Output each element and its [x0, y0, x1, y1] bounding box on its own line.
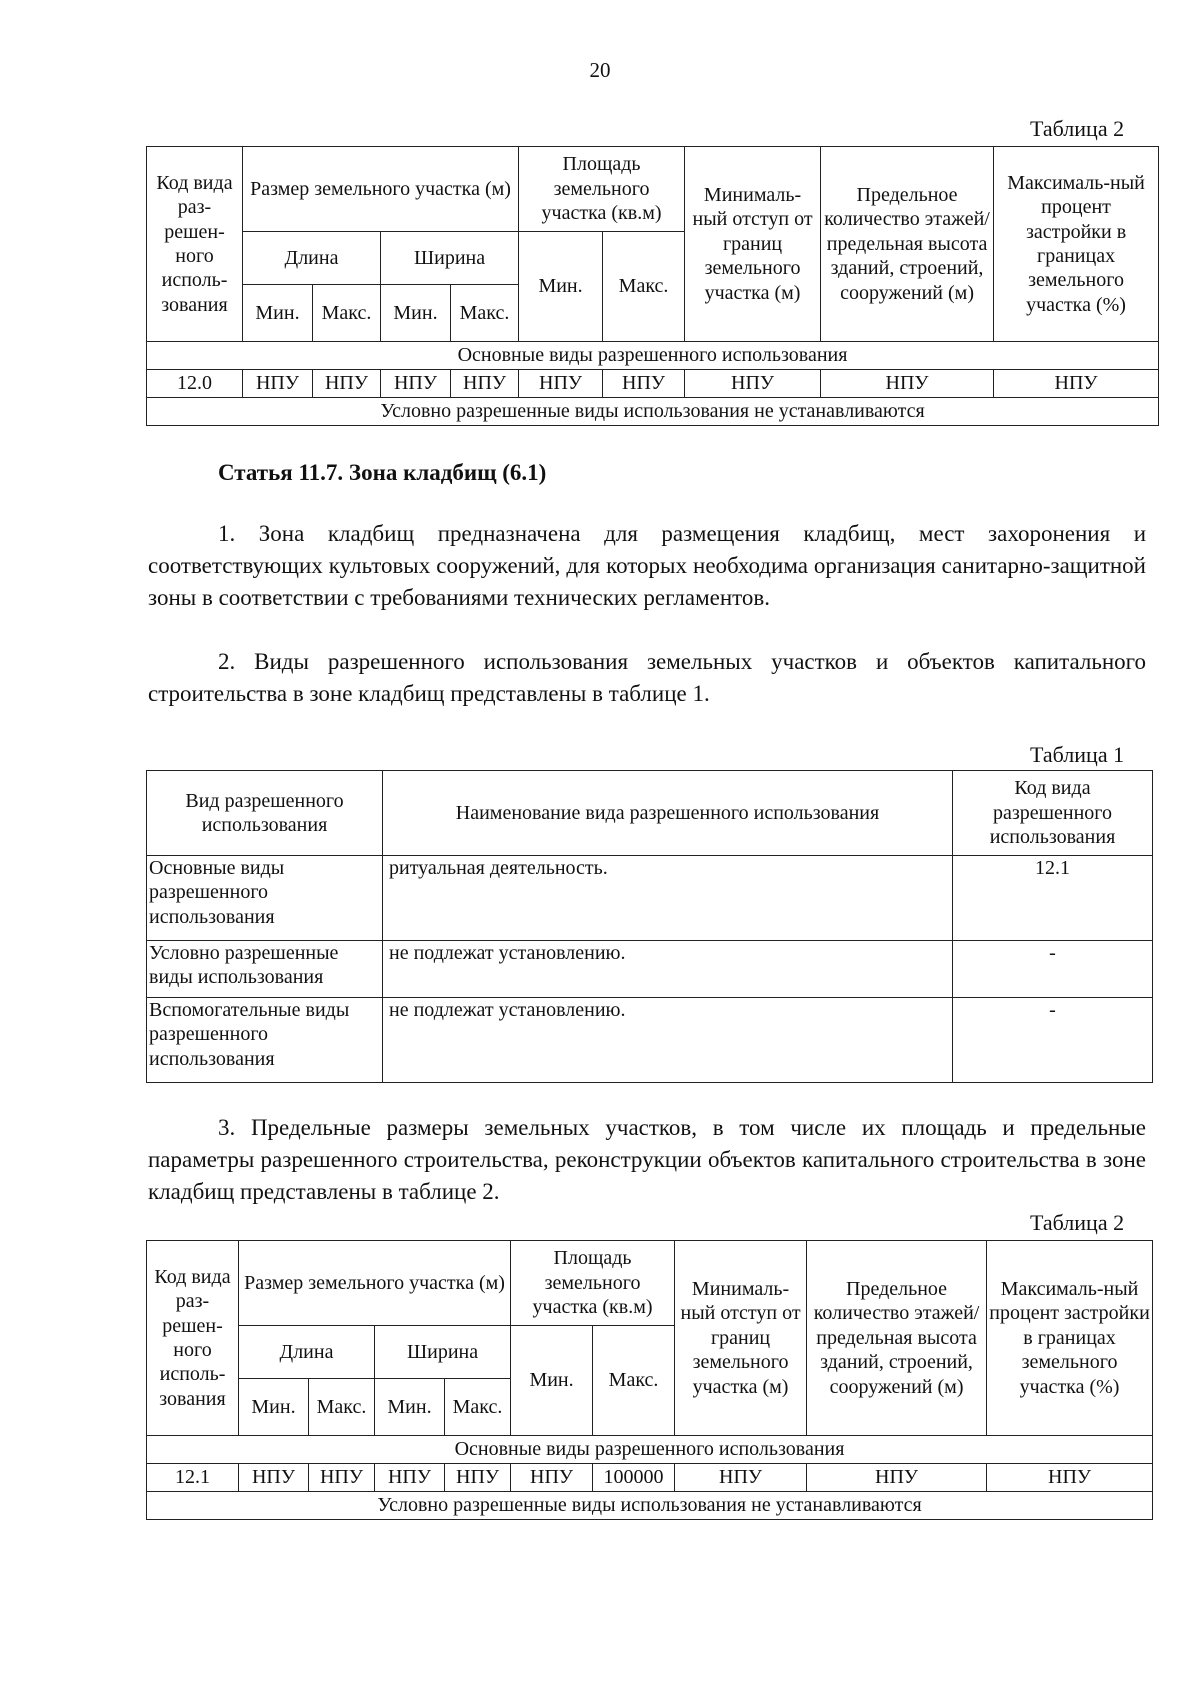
- cell-width-max: НПУ: [451, 370, 519, 398]
- header-length-min: Мин.: [243, 285, 313, 342]
- header-length-min: Мин.: [239, 1379, 309, 1436]
- header-min-setback: Минималь-ный отступ от границ земельного участка (м): [685, 147, 821, 342]
- header-name: Наименование вида разрешенного использования: [383, 771, 953, 856]
- table1: [146, 770, 1153, 1083]
- cell-area-min: НПУ: [519, 370, 603, 398]
- cell-name: ритуальная деятельность.: [383, 856, 953, 941]
- table-bottom: [146, 1240, 1153, 1520]
- table-row: [147, 856, 1153, 941]
- header-area-max: Макс.: [593, 1326, 675, 1436]
- cell-code: 12.1: [147, 1464, 239, 1492]
- cell-length-min: НПУ: [243, 370, 313, 398]
- section-heading: Статья 11.7. Зона кладбищ (6.1): [218, 460, 547, 485]
- cell-kind: Основные виды разрешенного использования: [147, 856, 383, 941]
- header-max-coverage: Максималь-ный процент застройки в границах земельного участка (%): [994, 147, 1159, 342]
- cell-length-min: НПУ: [239, 1464, 309, 1492]
- header-area-min: Мин.: [519, 232, 603, 342]
- paragraph-2: 2. Виды разрешенного использования земельных участков и объектов капитального строительства в зоне кладбищ представлены в таблице 1.: [148, 649, 1146, 706]
- header-area-max: Макс.: [603, 232, 685, 342]
- header-width: Ширина: [381, 232, 519, 285]
- table-top: [146, 146, 1159, 426]
- paragraph-3: 3. Предельные размеры земельных участков, в том числе их площадь и предельные параметры разрешенного строительства, реконструкции объектов капитального строительства в зоне кладбищ представлены в таблице 2.: [148, 1115, 1146, 1204]
- conditional-uses-note: Условно разрешенные виды использования не устанавливаются: [147, 398, 1159, 426]
- cell-kind: Условно разрешенные виды использования: [147, 941, 383, 998]
- header-length: Длина: [239, 1326, 375, 1379]
- header-kind: Вид разрешенного использования: [147, 771, 383, 856]
- cell-min-setback: НПУ: [685, 370, 821, 398]
- table-row: [147, 941, 1153, 998]
- main-uses-label: Основные виды разрешенного использования: [147, 1436, 1153, 1464]
- header-code: Код вида раз-решен-ного исполь-зования: [147, 147, 243, 342]
- header-area: Площадь земельного участка (кв.м): [511, 1241, 675, 1326]
- cell-max-coverage: НПУ: [987, 1464, 1153, 1492]
- header-length: Длина: [243, 232, 381, 285]
- table-bottom-caption: Таблица 2: [1030, 1210, 1125, 1235]
- table-row: [147, 1464, 1153, 1492]
- header-floors: Предельное количество этажей/ предельная высота зданий, строений, сооружений (м): [821, 147, 994, 342]
- header-min-setback: Минималь-ный отступ от границ земельного участка (м): [675, 1241, 807, 1436]
- cell-code: 12.0: [147, 370, 243, 398]
- header-plot-size: Размер земельного участка (м): [239, 1241, 511, 1326]
- header-width-max: Макс.: [445, 1379, 511, 1436]
- cell-width-min: НПУ: [375, 1464, 445, 1492]
- header-width-min: Мин.: [381, 285, 451, 342]
- cell-floors: НПУ: [821, 370, 994, 398]
- header-area-min: Мин.: [511, 1326, 593, 1436]
- cell-code: -: [953, 998, 1153, 1083]
- table-row: [147, 370, 1159, 398]
- header-plot-size: Размер земельного участка (м): [243, 147, 519, 232]
- cell-width-min: НПУ: [381, 370, 451, 398]
- cell-floors: НПУ: [807, 1464, 987, 1492]
- cell-length-max: НПУ: [309, 1464, 375, 1492]
- header-length-max: Макс.: [309, 1379, 375, 1436]
- header-width: Ширина: [375, 1326, 511, 1379]
- cell-name: не подлежат установлению.: [383, 998, 953, 1083]
- cell-max-coverage: НПУ: [994, 370, 1159, 398]
- conditional-uses-note: Условно разрешенные виды использования не устанавливаются: [147, 1492, 1153, 1520]
- header-floors: Предельное количество этажей/ предельная высота зданий, строений, сооружений (м): [807, 1241, 987, 1436]
- cell-area-min: НПУ: [511, 1464, 593, 1492]
- paragraph-1: 1. Зона кладбищ предназначена для размещения кладбищ, мест захоронения и соответствующих культовых сооружений, для которых необходима организация санитарно-защитной зоны в соответствии с требованиями технических регламентов.: [148, 521, 1146, 610]
- page-number: 20: [589, 58, 611, 82]
- table1-caption: Таблица 1: [1030, 742, 1125, 767]
- header-width-max: Макс.: [451, 285, 519, 342]
- cell-area-max: 100000: [593, 1464, 675, 1492]
- cell-width-max: НПУ: [445, 1464, 511, 1492]
- cell-area-max: НПУ: [603, 370, 685, 398]
- cell-kind: Вспомогательные виды разрешенного использования: [147, 998, 383, 1083]
- header-code: Код вида разрешенного использования: [953, 771, 1153, 856]
- header-area: Площадь земельного участка (кв.м): [519, 147, 685, 232]
- cell-code: -: [953, 941, 1153, 998]
- table-row: [147, 998, 1153, 1083]
- cell-min-setback: НПУ: [675, 1464, 807, 1492]
- cell-code: 12.1: [953, 856, 1153, 941]
- header-code: Код вида раз-решен-ного исполь-зования: [147, 1241, 239, 1436]
- main-uses-label: Основные виды разрешенного использования: [147, 342, 1159, 370]
- cell-length-max: НПУ: [313, 370, 381, 398]
- header-max-coverage: Максималь-ный процент застройки в границах земельного участка (%): [987, 1241, 1153, 1436]
- table-top-caption: Таблица 2: [1030, 116, 1125, 141]
- header-width-min: Мин.: [375, 1379, 445, 1436]
- cell-name: не подлежат установлению.: [383, 941, 953, 998]
- header-length-max: Макс.: [313, 285, 381, 342]
